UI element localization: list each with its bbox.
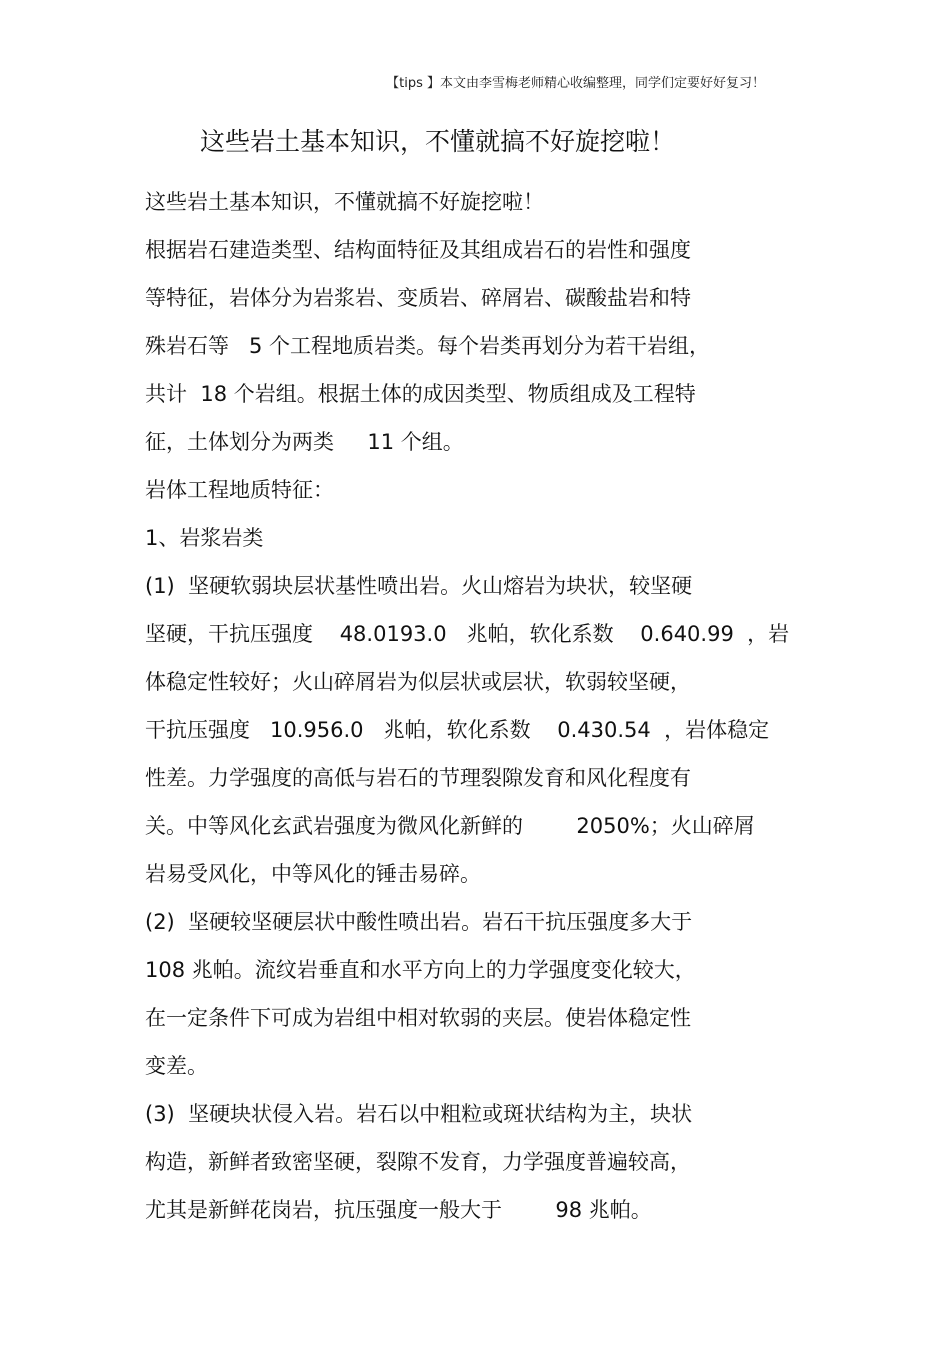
body-line: 在一定条件下可成为岩组中相对软弱的夹层。使岩体稳定性 bbox=[145, 1006, 691, 1030]
body-line: 尤其是新鲜花岗岩，抗压强度一般大于 98 兆帕。 bbox=[145, 1198, 652, 1222]
body-line: 殊岩石等 5 个工程地质岩类。每个岩类再划分为若干岩组， bbox=[145, 334, 711, 358]
body-line: 等特征，岩体分为岩浆岩、变质岩、碎屑岩、碳酸盐岩和特 bbox=[145, 286, 691, 310]
body-line: 坚硬，干抗压强度 48.0193.0 兆帕，软化系数 0.640.99 ，岩 bbox=[145, 622, 790, 646]
body-line: 构造，新鲜者致密坚硬，裂隙不发育，力学强度普遍较高， bbox=[145, 1150, 691, 1174]
body-line: 变差。 bbox=[145, 1054, 208, 1078]
body-line: 干抗压强度 10.956.0 兆帕，软化系数 0.430.54 ，岩体稳定 bbox=[145, 718, 770, 742]
subsection-heading: 1、岩浆岩类 bbox=[145, 526, 264, 550]
body-line: (3) 坚硬块状侵入岩。岩石以中粗粒或斑状结构为主，块状 bbox=[145, 1102, 693, 1126]
body-line: 共计 18 个岩组。根据土体的成因类型、物质组成及工程特 bbox=[145, 382, 696, 406]
document-body bbox=[145, 178, 845, 1234]
body-line: 根据岩石建造类型、结构面特征及其组成岩石的岩性和强度 bbox=[145, 238, 691, 262]
body-line: 性差。力学强度的高低与岩石的节理裂隙发育和风化程度有 bbox=[145, 766, 691, 790]
body-line-subtitle: 这些岩土基本知识，不懂就搞不好旋挖啦！ bbox=[145, 190, 544, 214]
body-line: 岩易受风化，中等风化的锤击易碎。 bbox=[145, 862, 481, 886]
header-tips-note: 【tips 】本文由李雪梅老师精心收编整理，同学们定要好好复习！ bbox=[386, 76, 765, 91]
body-line: (2) 坚硬较坚硬层状中酸性喷出岩。岩石干抗压强度多大于 bbox=[145, 910, 693, 934]
body-line: 征，土体划分为两类 11 个组。 bbox=[145, 430, 464, 454]
section-heading: 岩体工程地质特征： bbox=[145, 478, 334, 502]
document-title: 这些岩土基本知识，不懂就搞不好旋挖啦！ bbox=[200, 127, 676, 156]
body-line: (1) 坚硬软弱块层状基性喷出岩。火山熔岩为块状，较坚硬 bbox=[145, 574, 693, 598]
body-line: 108 兆帕。流纹岩垂直和水平方向上的力学强度变化较大， bbox=[145, 958, 696, 982]
body-line: 体稳定性较好；火山碎屑岩为似层状或层状，软弱较坚硬， bbox=[145, 670, 691, 694]
body-line: 关。中等风化玄武岩强度为微风化新鲜的 2050%；火山碎屑 bbox=[145, 814, 755, 838]
